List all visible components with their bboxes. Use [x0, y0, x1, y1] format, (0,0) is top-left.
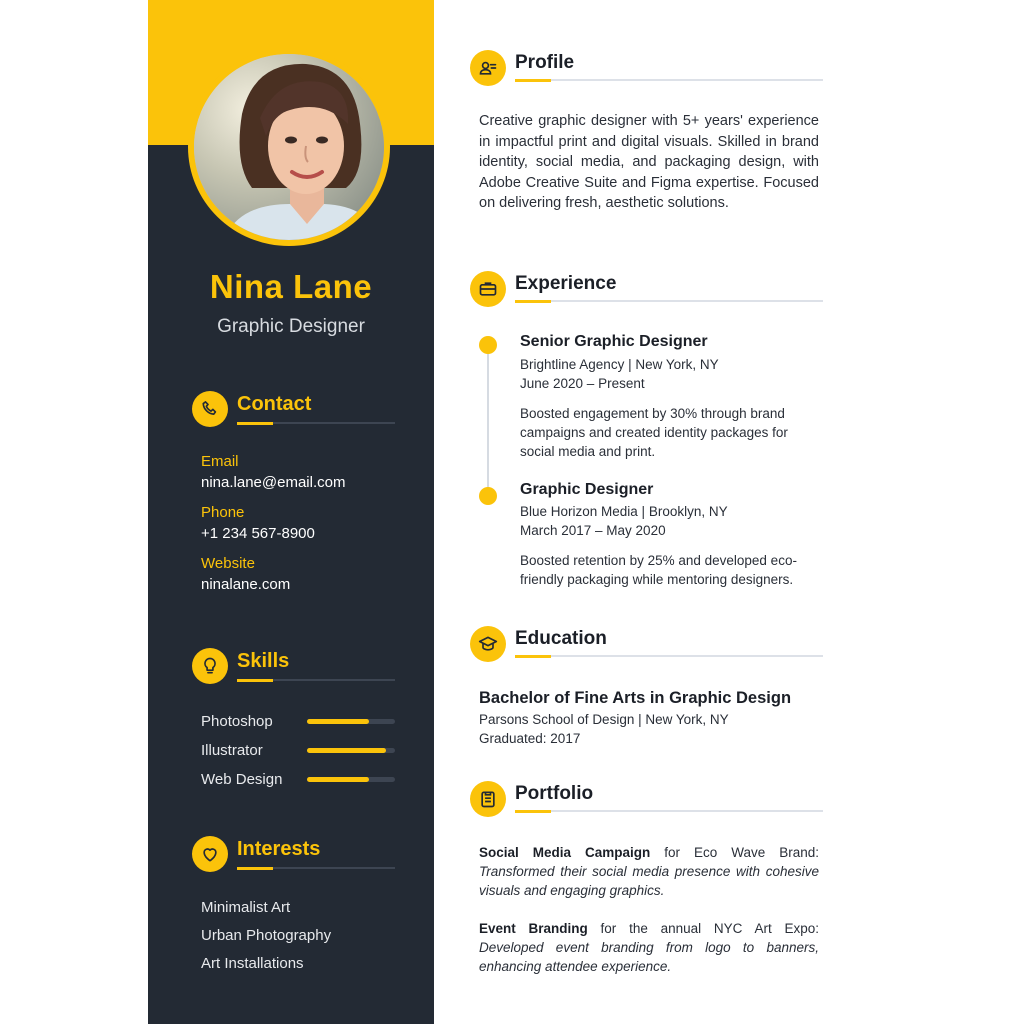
job-company: Brightline Agency | New York, NY [520, 357, 719, 372]
portfolio-section-header [470, 781, 824, 821]
phone-label: Phone [201, 504, 245, 521]
interests-heading: Interests [237, 838, 321, 860]
phone-icon [192, 391, 228, 427]
interests-divider [237, 867, 395, 869]
portfolio-heading: Portfolio [515, 783, 594, 804]
school-name: Parsons School of Design | New York, NY [479, 712, 729, 727]
skill-level-fill [307, 777, 369, 782]
contact-divider [237, 422, 395, 424]
heart-icon [192, 836, 228, 872]
timeline-dot [479, 487, 497, 505]
experience-section-header [470, 271, 824, 311]
profile-divider [515, 79, 823, 81]
briefcase-icon [470, 271, 506, 307]
portfolio-item-name: Social Media Campaign [479, 845, 651, 860]
timeline-line [487, 345, 489, 495]
user-icon [470, 50, 506, 86]
experience-heading: Experience [515, 273, 617, 294]
portrait-image [194, 54, 384, 240]
job-company: Blue Horizon Media | Brooklyn, NY [520, 504, 728, 519]
skill-level-bar [307, 719, 395, 724]
website-value[interactable]: ninalane.com [201, 576, 291, 593]
contact-section-header [192, 391, 394, 431]
skill-name: Illustrator [201, 742, 263, 759]
experience-divider [515, 300, 823, 302]
person-role: Graphic Designer [217, 316, 365, 337]
profile-summary: Creative graphic designer with 5+ years' experience in impactful print and digital visuals. Skilled in brand identity, social media, and packaging design, with Adobe Creative Suite and Figma expertise. Focused on delivering fresh, aesthetic solutions. [479, 113, 819, 212]
job-dates: June 2020 – Present [520, 376, 645, 391]
skill-level-fill [307, 748, 386, 753]
lightbulb-icon [192, 648, 228, 684]
sidebar [148, 0, 434, 1024]
job-title: Graphic Designer [520, 481, 654, 498]
timeline-dot [479, 336, 497, 354]
skill-level-fill [307, 719, 369, 724]
skill-level-bar [307, 748, 395, 753]
skills-section-header [192, 648, 394, 688]
interest-item: Urban Photography [201, 927, 332, 944]
website-label: Website [201, 555, 255, 572]
person-name: Nina Lane [209, 268, 373, 305]
portfolio-item [479, 919, 819, 976]
avatar-frame [188, 48, 390, 246]
education-divider [515, 655, 823, 657]
email-label: Email [201, 453, 239, 470]
job-dates: March 2017 – May 2020 [520, 523, 666, 538]
avatar [194, 54, 384, 240]
interest-item: Art Installations [201, 955, 304, 972]
portfolio-item-name: Event Branding [479, 921, 588, 936]
skill-level-bar [307, 777, 395, 782]
education-section-header [470, 626, 824, 666]
job-title: Senior Graphic Designer [520, 333, 708, 350]
portfolio-item-context: for the annual NYC Art Expo: [587, 921, 819, 936]
skill-name: Web Design [201, 771, 283, 788]
phone-value[interactable]: +1 234 567-8900 [201, 525, 315, 542]
clipboard-icon [470, 781, 506, 817]
email-value[interactable]: nina.lane@email.com [201, 474, 346, 491]
skills-divider [237, 679, 395, 681]
skills-heading: Skills [237, 650, 290, 672]
portfolio-item-detail: Developed event branding from logo to banners, enhancing attendee experience. [479, 940, 819, 974]
graduation-cap-icon [470, 626, 506, 662]
job-description: Boosted engagement by 30% through brand campaigns and created identity packages for social media and print. [520, 406, 788, 459]
interests-section-header [192, 836, 394, 876]
graduation-year: Graduated: 2017 [479, 731, 581, 746]
skill-name: Photoshop [201, 713, 273, 730]
profile-heading: Profile [515, 52, 575, 73]
portfolio-item-context: for Eco Wave Brand: [650, 845, 819, 860]
portfolio-divider [515, 810, 823, 812]
contact-heading: Contact [237, 393, 312, 415]
portfolio-item-detail: Transformed their social media presence with cohesive visuals and engaging graphics. [479, 864, 819, 898]
portfolio-item [479, 843, 819, 900]
degree-title: Bachelor of Fine Arts in Graphic Design [479, 689, 792, 707]
profile-section-header [470, 50, 824, 90]
education-heading: Education [515, 628, 607, 649]
interest-item: Minimalist Art [201, 899, 291, 916]
job-description: Boosted retention by 25% and developed eco-friendly packaging while mentoring designers. [520, 553, 797, 587]
